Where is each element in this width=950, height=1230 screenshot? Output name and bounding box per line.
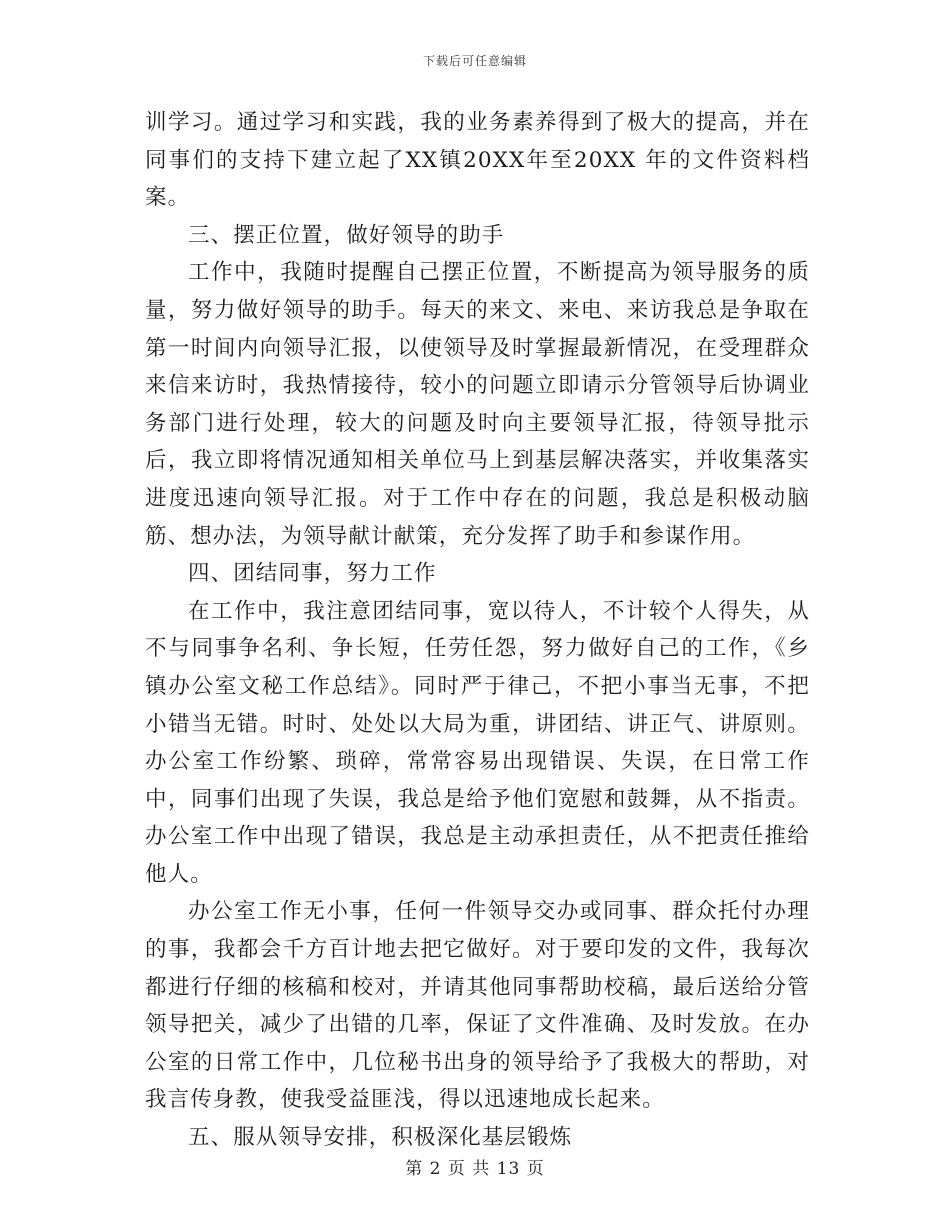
section-heading-5: 五、服从领导安排，积极深化基层锻炼 xyxy=(188,1125,573,1151)
section-heading-4: 四、团结同事，努力工作 xyxy=(188,561,437,587)
paragraph: 工作中，我随时提醒自己摆正位置，不断提高为领导服务的质量，努力做好领导的助手。每天的来文、来电、来访我总是争取在第一时间内向领导汇报，以使领导及时掌握最新情况，在受理群众来信来访时，我热情接待，较小的问题立即请示分管领导后协调业务部门进行处理，较大的问题及时向主要领导汇报，待领导批示后，我立即将情况通知相关单位马上到基层解决落实，并收集落实进度迅速向领导汇报。对于工作中存在的问题，我总是积极动脑筋、想办法，为领导献计献策，充分发挥了助手和参谋作用。 xyxy=(145,260,810,549)
section-heading-3: 三、摆正位置，做好领导的助手 xyxy=(188,222,505,248)
document-body xyxy=(145,104,810,1157)
page-header: 下载后可任意编辑 xyxy=(422,54,527,68)
page-number-footer: 第 2 页 共 13 页 xyxy=(405,1159,545,1179)
paragraph-continuation: 训学习。通过学习和实践，我的业务素养得到了极大的提高，并在同事们的支持下建立起了XX镇20XX年至20XX 年的文件资料档案。 xyxy=(145,110,810,211)
paragraph: 在工作中，我注意团结同事，宽以待人，不计较个人得失，从不与同事争名利、争长短，任劳任怨，努力做好自己的工作，《乡镇办公室文秘工作总结》。同时严于律己，不把小事当无事，不把小错当无错。时时、处处以大局为重，讲团结、讲正气、讲原则。办公室工作纷繁、琐碎，常常容易出现错误、失误，在日常工作中，同事们出现了失误，我总是给予他们宽慰和鼓舞，从不指责。办公室工作中出现了错误，我总是主动承担责任，从不把责任推给他人。 xyxy=(145,598,810,887)
paragraph: 办公室工作无小事，任何一件领导交办或同事、群众托付办理的事，我都会千方百计地去把它做好。对于要印发的文件，我每次都进行仔细的核稿和校对，并请其他同事帮助校稿，最后送给分管领导把关，减少了出错的几率，保证了文件准确、及时发放。在办公室的日常工作中，几位秘书出身的领导给予了我极大的帮助，对我言传身教，使我受益匪浅，得以迅速地成长起来。 xyxy=(145,899,810,1113)
